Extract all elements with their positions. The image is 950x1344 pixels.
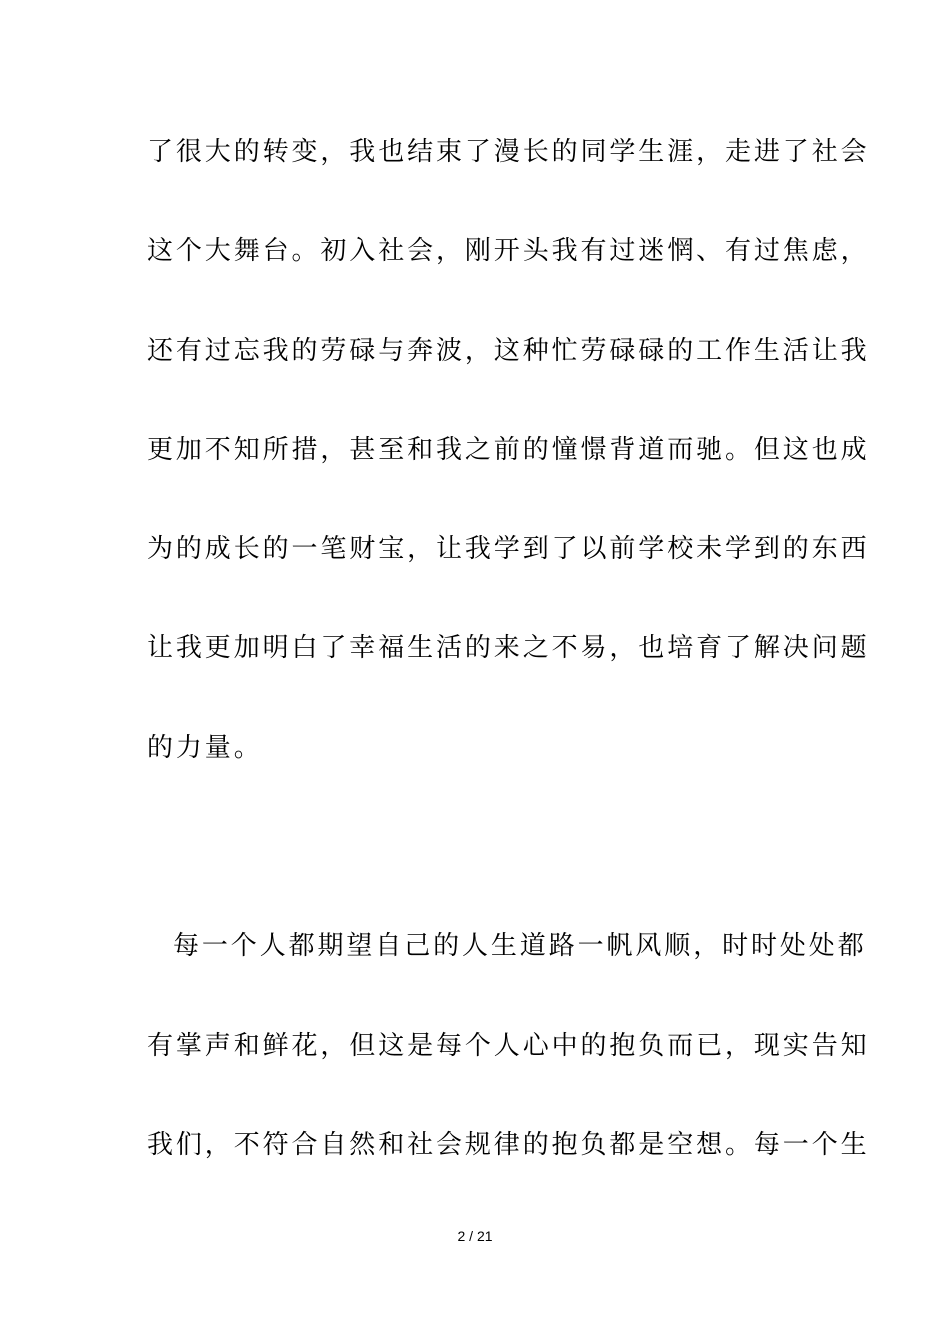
paragraph-2-line-3: 我们，不符合自然和社会规律的抱负都是空想。每一个生 [147,1130,870,1160]
paragraph-1-line-4: 更加不知所措，甚至和我之前的憧憬背道而驰。但这也成 [147,435,870,465]
paragraph-1-line-3: 还有过忘我的劳碌与奔波，这种忙劳碌碌的工作生活让我 [147,336,870,366]
paragraph-1-line-1: 了很大的转变，我也结束了漫长的同学生涯，走进了社会 [147,137,870,167]
paragraph-1-line-5: 为的成长的一笔财宝，让我学到了以前学校未学到的东西 [147,534,870,564]
paragraph-1-line-7: 的力量。 [147,733,263,763]
paragraph-1-line-6: 让我更加明白了幸福生活的来之不易，也培育了解决问题 [147,633,870,663]
paragraph-2-line-2: 有掌声和鲜花，但这是每个人心中的抱负而已，现实告知 [147,1031,870,1061]
page-number: 2 / 21 [457,1228,493,1244]
paragraph-2-line-1: 每一个人都期望自己的人生道路一帆风顺，时时处处都 [173,931,867,961]
paragraph-1-line-2: 这个大舞台。初入社会，刚开头我有过迷惘、有过焦虑， [147,236,870,266]
